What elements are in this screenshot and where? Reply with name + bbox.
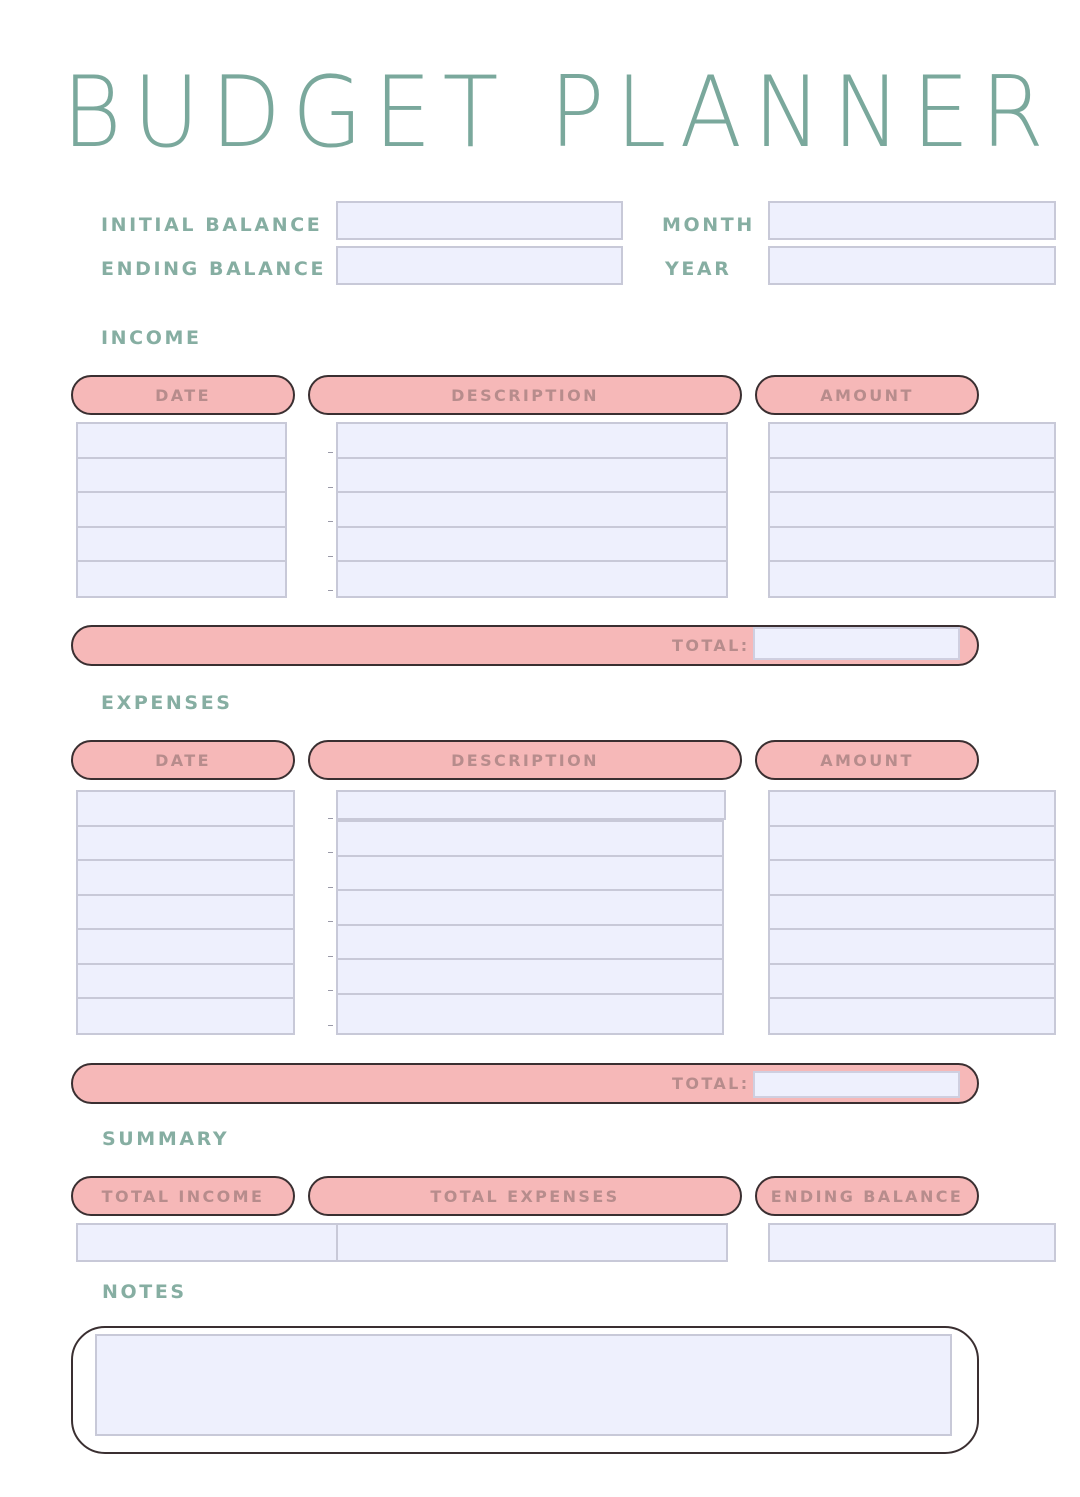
income-section-label: INCOME: [101, 327, 202, 349]
row-tick: [328, 487, 333, 488]
table-row[interactable]: [770, 792, 1054, 827]
table-row[interactable]: [338, 926, 722, 961]
table-row[interactable]: [78, 562, 285, 597]
summary-total-income-header: TOTAL INCOME: [71, 1176, 295, 1216]
expenses-total-label: TOTAL:: [672, 1074, 750, 1093]
year-label: YEAR: [665, 258, 732, 280]
table-row[interactable]: [78, 792, 293, 827]
total-expenses-field[interactable]: [336, 1223, 728, 1262]
table-row[interactable]: [770, 965, 1054, 1000]
total-income-field[interactable]: [76, 1223, 338, 1262]
notes-textarea[interactable]: [95, 1334, 952, 1436]
table-row[interactable]: [78, 459, 285, 494]
table-row[interactable]: [338, 857, 722, 892]
income-description-header: DESCRIPTION: [308, 375, 742, 415]
income-total-label: TOTAL:: [672, 636, 750, 655]
summary-ending-balance-field[interactable]: [768, 1223, 1056, 1262]
summary-section-label: SUMMARY: [102, 1128, 230, 1150]
income-date-header: DATE: [71, 375, 295, 415]
expenses-amount-header: AMOUNT: [755, 740, 979, 780]
year-field[interactable]: [768, 246, 1056, 285]
expenses-description-first-row[interactable]: [336, 790, 726, 820]
expenses-date-header: DATE: [71, 740, 295, 780]
table-row[interactable]: [338, 493, 726, 528]
expenses-date-column[interactable]: [76, 790, 295, 1035]
table-row[interactable]: [78, 493, 285, 528]
table-row[interactable]: [338, 562, 726, 597]
income-amount-header: AMOUNT: [755, 375, 979, 415]
row-tick: [328, 921, 333, 922]
income-total-field[interactable]: [753, 627, 960, 660]
table-row[interactable]: [770, 493, 1054, 528]
expenses-amount-column[interactable]: [768, 790, 1056, 1035]
table-row[interactable]: [338, 424, 726, 459]
month-field[interactable]: [768, 201, 1056, 240]
table-row[interactable]: [770, 562, 1054, 597]
table-row[interactable]: [78, 861, 293, 896]
row-tick: [328, 556, 333, 557]
row-tick: [328, 818, 333, 819]
table-row[interactable]: [78, 999, 293, 1034]
expenses-description-header: DESCRIPTION: [308, 740, 742, 780]
expenses-description-column[interactable]: [336, 820, 724, 1035]
table-row[interactable]: [770, 424, 1054, 459]
table-row[interactable]: [78, 827, 293, 862]
table-row[interactable]: [338, 995, 722, 1030]
table-row[interactable]: [78, 424, 285, 459]
table-row[interactable]: [770, 459, 1054, 494]
expenses-section-label: EXPENSES: [101, 692, 233, 714]
table-row[interactable]: [770, 827, 1054, 862]
row-tick: [328, 521, 333, 522]
initial-balance-field[interactable]: [336, 201, 623, 240]
table-row[interactable]: [770, 528, 1054, 563]
income-description-column[interactable]: [336, 422, 728, 598]
income-date-column[interactable]: [76, 422, 287, 598]
ending-balance-field[interactable]: [336, 246, 623, 285]
ending-balance-label: ENDING BALANCE: [101, 258, 327, 280]
table-row[interactable]: [78, 965, 293, 1000]
expenses-total-field[interactable]: [753, 1071, 960, 1098]
table-row[interactable]: [338, 822, 722, 857]
table-row[interactable]: [770, 896, 1054, 931]
table-row[interactable]: [338, 459, 726, 494]
table-row[interactable]: [770, 930, 1054, 965]
page-title: BUDGET PLANNER: [62, 56, 1056, 170]
row-tick: [328, 852, 333, 853]
row-tick: [328, 1025, 333, 1026]
table-row[interactable]: [78, 528, 285, 563]
summary-total-expenses-header: TOTAL EXPENSES: [308, 1176, 742, 1216]
table-row[interactable]: [338, 891, 722, 926]
table-row[interactable]: [338, 960, 722, 995]
initial-balance-label: INITIAL BALANCE: [101, 214, 323, 236]
row-tick: [328, 887, 333, 888]
month-label: MONTH: [662, 214, 755, 236]
row-tick: [328, 452, 333, 453]
table-row[interactable]: [78, 930, 293, 965]
row-tick: [328, 956, 333, 957]
table-row[interactable]: [78, 896, 293, 931]
row-tick: [328, 590, 333, 591]
notes-section-label: NOTES: [102, 1281, 187, 1303]
summary-ending-balance-header: ENDING BALANCE: [755, 1176, 979, 1216]
income-amount-column[interactable]: [768, 422, 1056, 598]
row-tick: [328, 990, 333, 991]
table-row[interactable]: [338, 528, 726, 563]
table-row[interactable]: [770, 999, 1054, 1034]
table-row[interactable]: [770, 861, 1054, 896]
